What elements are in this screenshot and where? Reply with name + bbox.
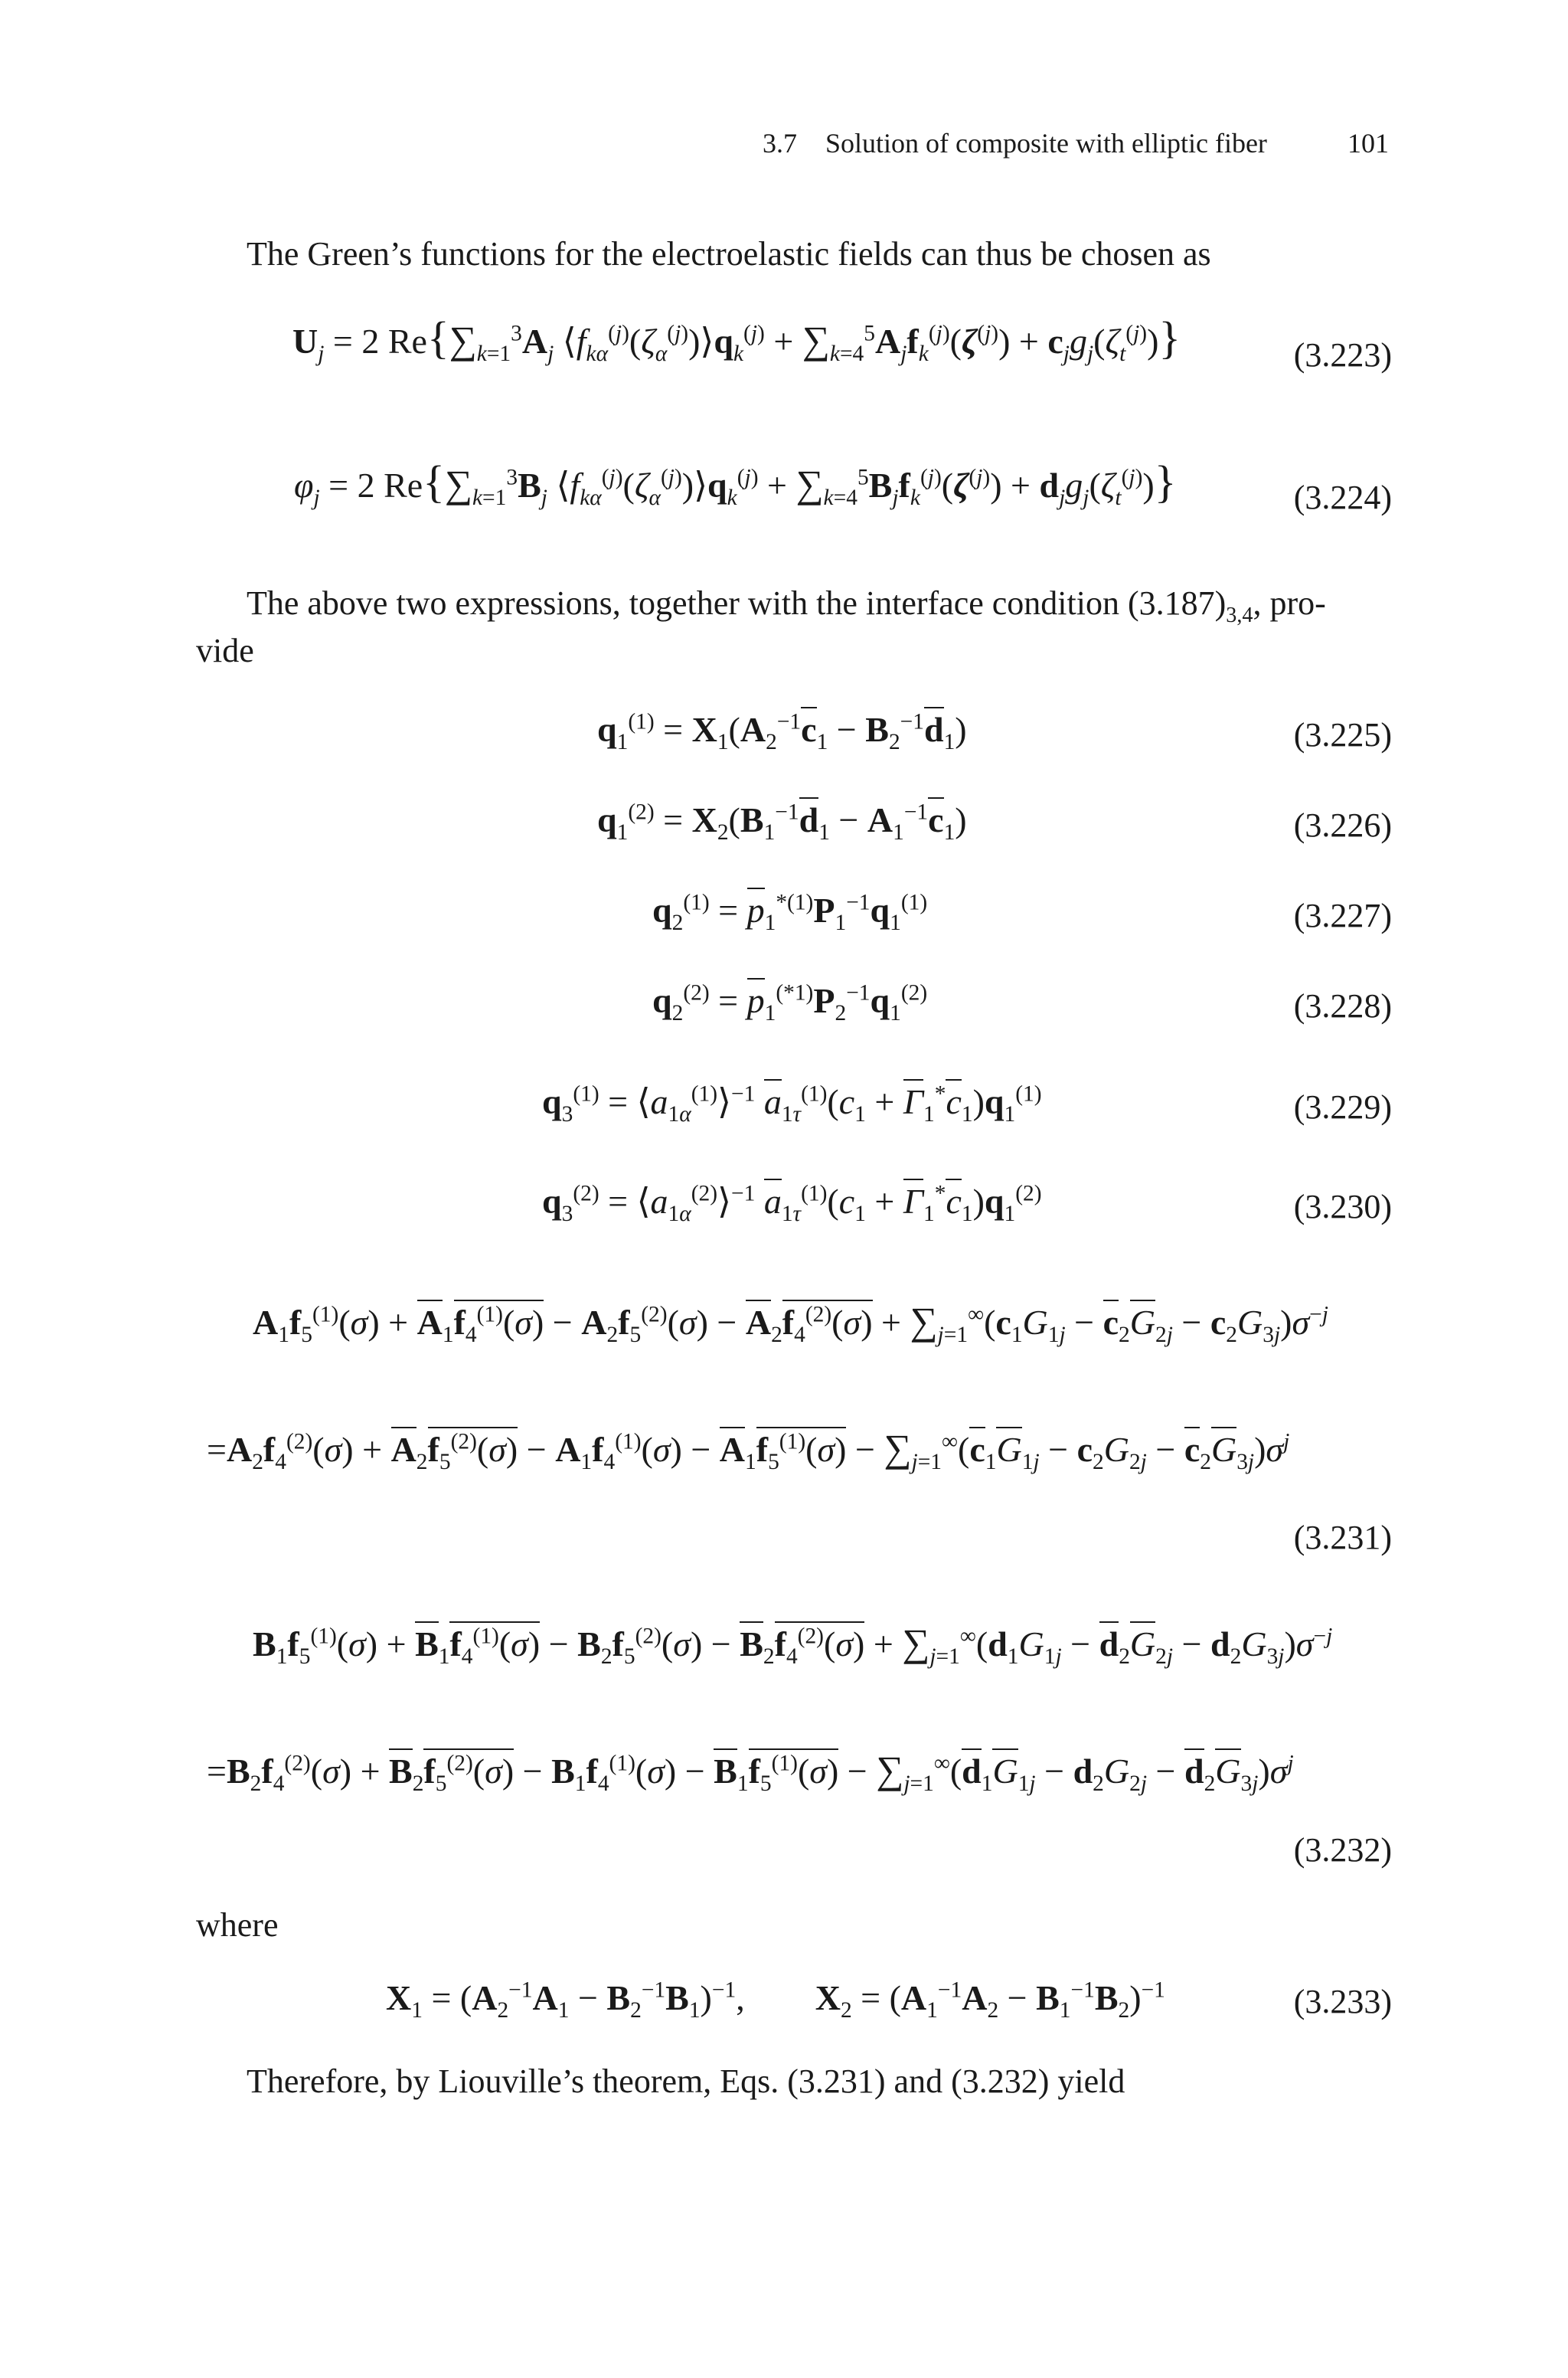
equation-number-3-224: (3.224)	[1293, 479, 1392, 516]
intro-paragraph: The Green’s functions for the electroelastic fields can thus be chosen as	[247, 235, 1211, 273]
equation-number-3-230: (3.230)	[1293, 1188, 1392, 1225]
equation-number-3-228: (3.228)	[1293, 987, 1392, 1025]
interface-tail: , pro-	[1253, 584, 1326, 622]
equation-number-3-229: (3.229)	[1293, 1088, 1392, 1126]
page-number: 101	[1348, 128, 1389, 159]
equation-3-230: $q_3^{(2)}$ = $⟨a_{1\alpha}^{(2)}⟩^{-1}$ $a_{1\tau}^{(1)}(c_1 + \Gamma_1^*c_1)q_1^{(2)}$	[542, 1184, 1042, 1219]
equation-number-3-227: (3.227)	[1293, 897, 1392, 934]
liouville-paragraph: Therefore, by Liouville’s theorem, Eqs. (3.231) and (3.232) yield	[247, 2062, 1125, 2100]
equation-3-223: $U_j = 2$ $Re\{\sum_{k=1}^3A_j$ $⟨f_{k\alpha}^{(j)}(\zeta_\alpha^{(j)})⟩q_k^{(j)} + \sum_{k=4}^5A_jf_k^{(j)}(\zeta^{(j)}) + c_jg_j(\zeta_t^{(j)})$}	[292, 312, 1181, 367]
interface-text: The above two expressions, together with the interface condition (3.187)	[247, 584, 1227, 622]
interface-subscript: 3,4	[1226, 603, 1253, 627]
equation-3-226: $q_1^{(2)} = X_2(B_1^{-1}d_1 - A_1^{-1}c_1)$	[597, 803, 967, 838]
equation-3-229: $q_3^{(1)}$ = $⟨a_{1\alpha}^{(1)}⟩^{-1}$ $a_{1\tau}^{(1)}(c_1 + \Gamma_1^*c_1)q_1^{(1)}$	[542, 1084, 1042, 1120]
running-title: Solution of composite with elliptic fiber	[825, 128, 1267, 159]
equation-3-228: $q_2^{(2)} = p_1^{(*1)}P_2^{-1}q_1^{(2)}$	[652, 983, 927, 1019]
equation-number-3-225: (3.225)	[1293, 716, 1392, 754]
equation-number-3-231: (3.231)	[1293, 1519, 1392, 1556]
equation-number-3-232: (3.232)	[1293, 1831, 1392, 1869]
equation-3-227: $q_2^{(1)} = p_1^{*(1)}P_1^{-1}q_1^{(1)}$	[652, 893, 927, 928]
equation-3-233: $X_1 = (A_2^{-1}A_1 - B_2^{-1}B_1)^{-1}$, $X_2 = (A_1^{-1}A_2 - B_1^{-1}B_2)^{-1}$	[386, 1977, 1165, 2023]
equation-3-232-line2: $=B_2f_4^{(2)}(\sigma) + B_2f_5^{(2)}(\sigma) - B_1f_4^{(1)}(\sigma) - B_1f_5^{(1)}(\sigma) - \sum_{j=1}^\infty(d_1G_{1j} - d_2G_{2j} - d_2G_{3j})\sigma^j$	[207, 1748, 1294, 1797]
equation-3-232-line1: $B_1f_5^{(1)}(\sigma) + B_1f_4^{(1)}(\sigma) - B_2f_5^{(2)}(\sigma) - B_2f_4^{(2)}(\sigma) + \sum_{j=1}^\infty(d_1G_{1j} - d_2G_{2j} - d_2G_{3j})\sigma^{-j}$	[253, 1621, 1333, 1670]
equation-3-225: $q_1^{(1)} = X_1(A_2^{-1}c_1 - B_2^{-1}d_1)$	[597, 712, 967, 747]
equation-number-3-223: (3.223)	[1293, 336, 1392, 374]
section-number: 3.7	[763, 128, 797, 159]
interface-paragraph-line2: vide	[196, 632, 254, 669]
interface-paragraph-line1	[247, 584, 1326, 627]
equation-3-231-line1: $A_1f_5^{(1)}(\sigma) + A_1f_4^{(1)}(\sigma) - A_2f_5^{(2)}(\sigma) - A_2f_4^{(2)}(\sigma) + \sum_{j=1}^\infty(c_1G_{1j} - c_2G_{2j} - c_2G_{3j})\sigma^{-j}$	[253, 1300, 1328, 1348]
equation-3-224: $\varphi_j = 2$ $Re\{\sum_{k=1}^3B_j$ $⟨f_{k\alpha}^{(j)}(\zeta_\alpha^{(j)})⟩q_k^{(j)} + \sum_{k=4}^5B_jf_k^{(j)}(\zeta^{(j)}) + d_jg_j(\zeta_t^{(j)})$}	[294, 456, 1177, 511]
where-text: where	[196, 1906, 279, 1944]
equation-number-3-226: (3.226)	[1293, 806, 1392, 844]
equation-number-3-233: (3.233)	[1293, 1983, 1392, 2020]
equation-3-231-line2: $=A_2f_4^{(2)}(\sigma) + A_2f_5^{(2)}(\sigma) - A_1f_4^{(1)}(\sigma) - A_1f_5^{(1)}(\sigma) - \sum_{j=1}^\infty(c_1G_{1j} - c_2G_{2j} - c_2G_{3j})\sigma^j$	[207, 1427, 1290, 1475]
